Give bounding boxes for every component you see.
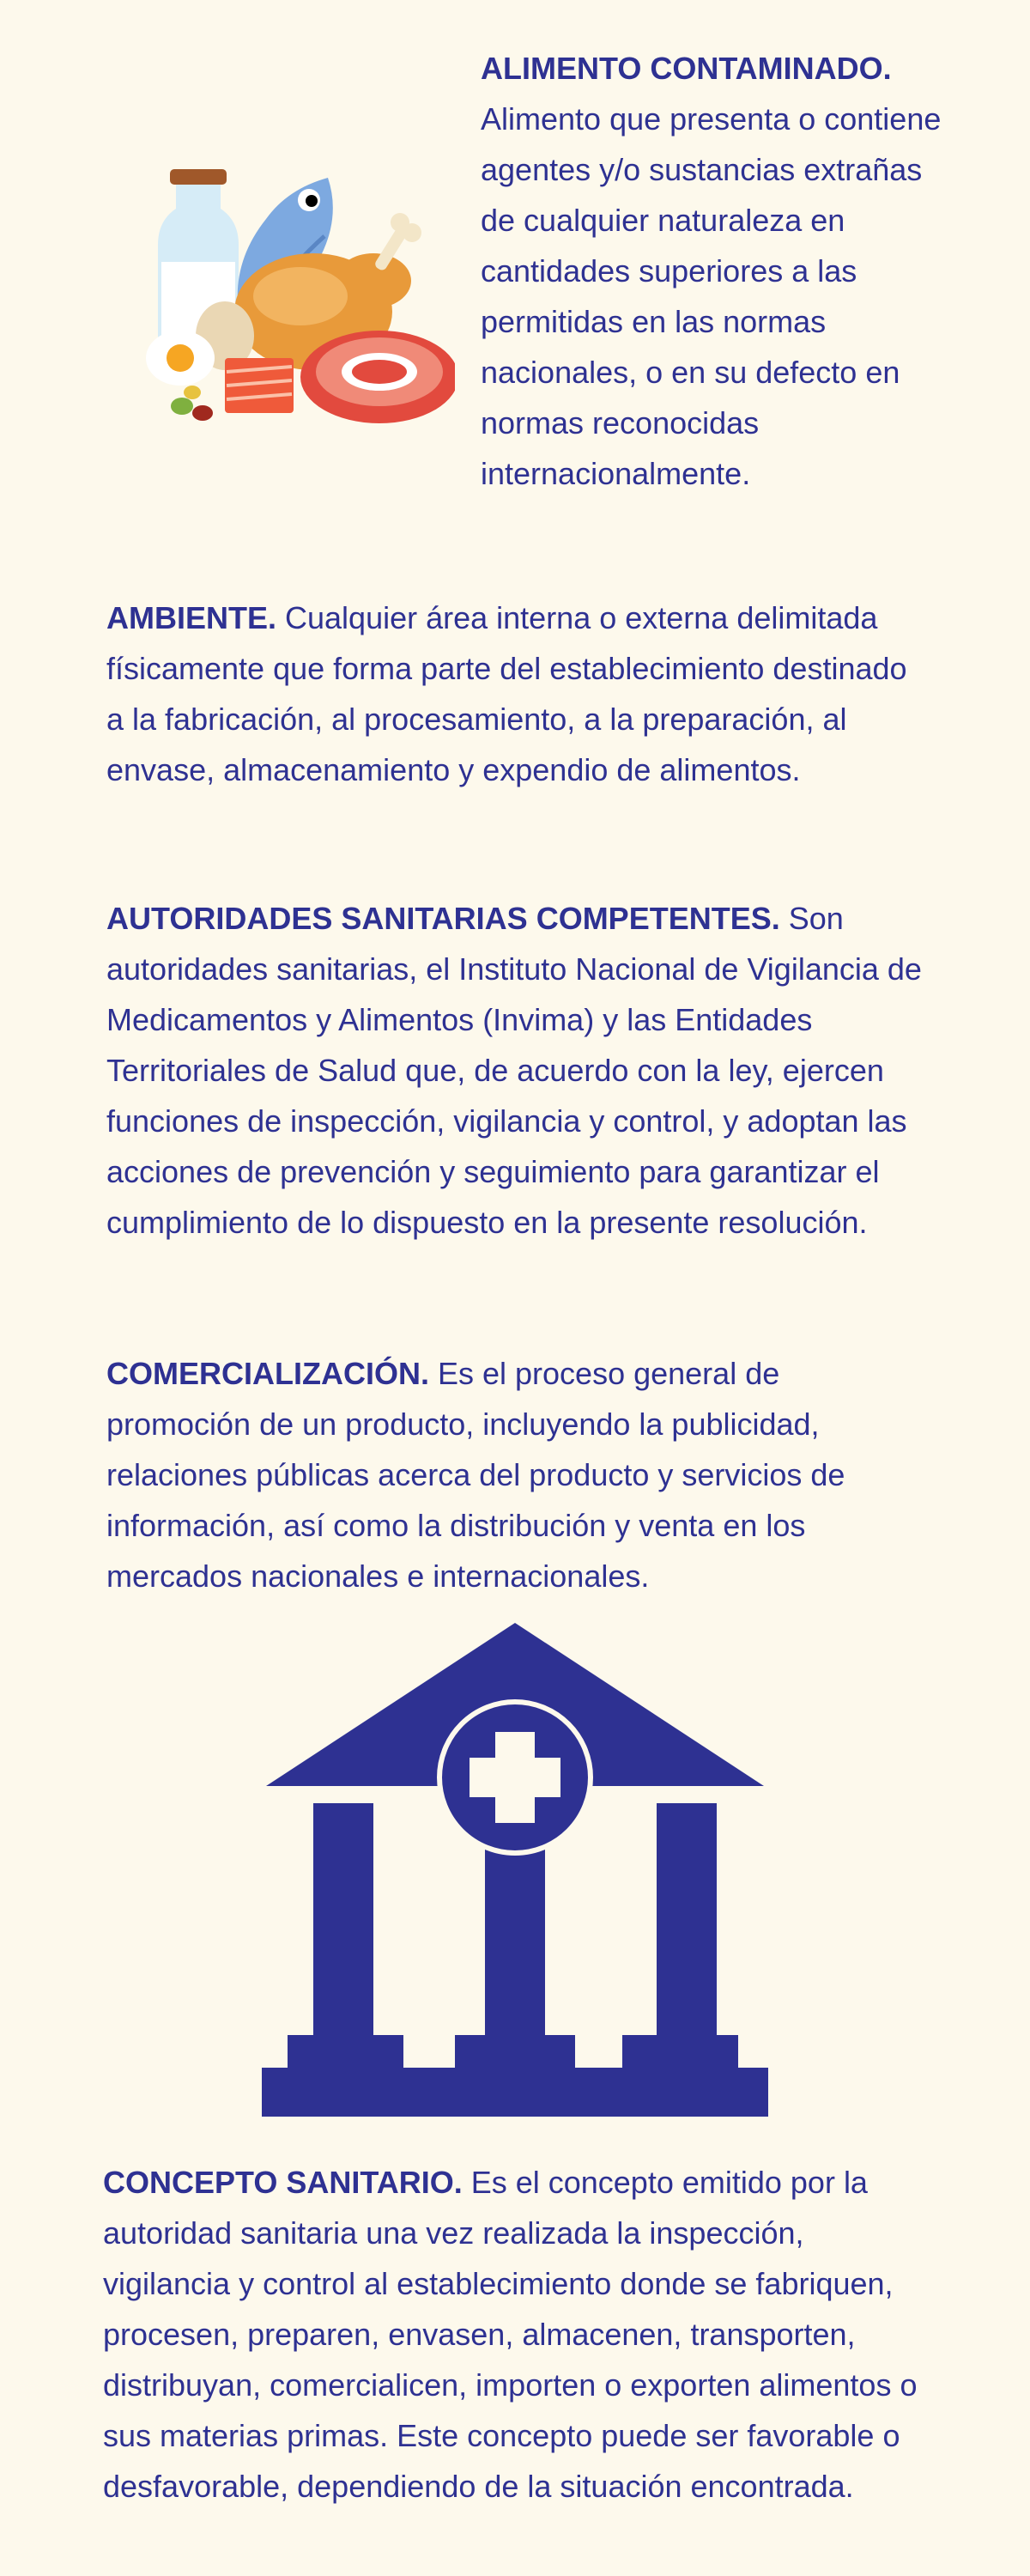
definition-term: AMBIENTE. [106, 600, 276, 635]
definition-autoridades-sanitarias [106, 893, 930, 1248]
definition-alimento-contaminado [481, 43, 961, 499]
definition-term: COMERCIALIZACIÓN. [106, 1356, 429, 1391]
definition-text: Alimento que presenta o contiene agentes y/o sustancias extrañas de cualquier naturaleza en cantidades superiores a las permitidas en las normas nacionales, o en su defecto en normas reconocidas internacionalmente. [481, 101, 942, 491]
definition-text: Son autoridades sanitarias, el Instituto Nacional de Vigilancia de Medicamentos y Alimentos (Invima) y las Entidades Territoriales de Salud que, de acuerdo con la ley, ejercen funciones de inspección, vigilancia y control, y adoptan las acciones de prevención y seguimiento para garantizar el cumplimiento de lo dispuesto en la presente resolución. [106, 901, 922, 1240]
definition-ambiente [106, 592, 930, 795]
definition-text: Es el proceso general de promoción de un producto, incluyendo la publicidad, relaciones públicas acerca del producto y servicios de información, así como la distribución y venta en los mercados nacionales e internacionales. [106, 1356, 845, 1594]
definition-concepto-sanitario [103, 2157, 927, 2512]
definition-text: Cualquier área interna o externa delimitada físicamente que forma parte del establecimiento destinado a la fabricación, al procesamiento, a la preparación, al envase, almacenamiento y expendio de alimentos. [106, 600, 907, 787]
food-group-illustration-icon [129, 167, 455, 425]
definition-term: CONCEPTO SANITARIO. [103, 2165, 463, 2200]
definition-term: ALIMENTO CONTAMINADO. [481, 51, 892, 86]
definition-term: AUTORIDADES SANITARIAS COMPETENTES. [106, 901, 780, 936]
definition-text: Es el concepto emitido por la autoridad sanitaria una vez realizada la inspección, vigilancia y control al establecimiento donde se fabriquen, procesen, preparen, envasen, almacenen, transporten, distribuyan, comercialicen, importen o exporten alimentos o sus materias primas. Este concepto puede ser favorable o desfavorable, dependiendo de la situación encontrada. [103, 2165, 918, 2504]
health-building-icon [262, 1623, 768, 2117]
definition-comercializacion [106, 1348, 930, 1601]
